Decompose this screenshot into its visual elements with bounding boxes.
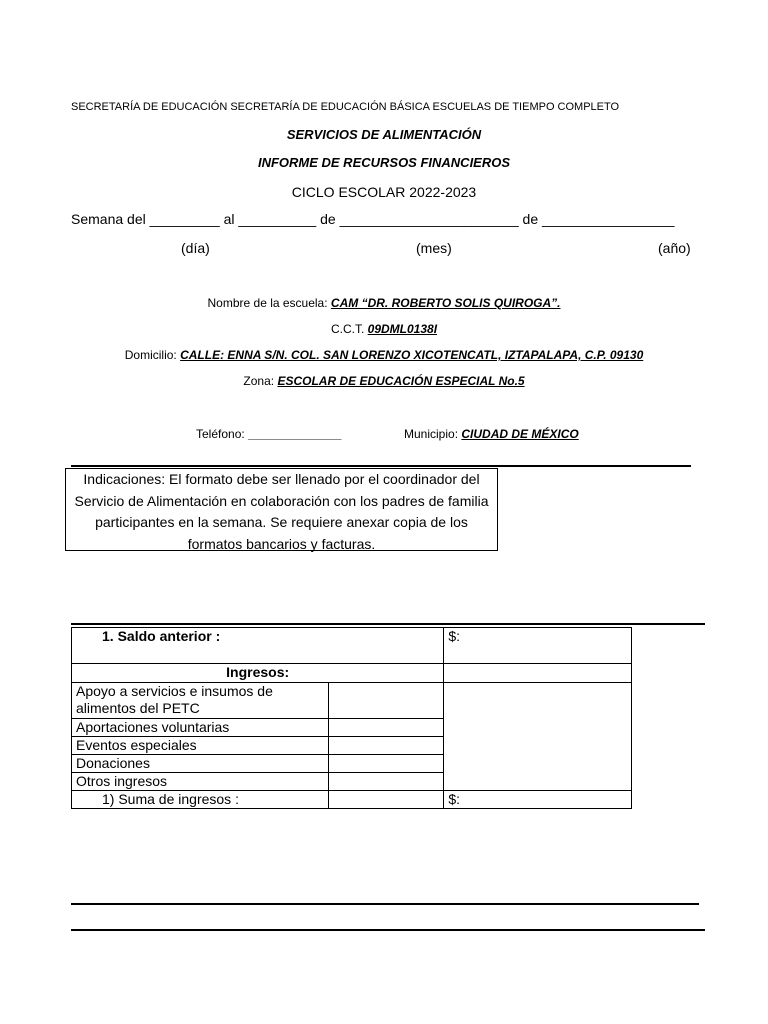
address-row (0, 348, 768, 362)
phone-label: Teléfono: (196, 427, 245, 441)
zone-label: Zona: (243, 374, 275, 388)
agency-header: SECRETARÍA DE EDUCACIÓN SECRETARÍA DE EDUCACIÓN BÁSICA ESCUELAS DE TIEMPO COMPLETO (71, 101, 620, 113)
income-sum-row (72, 791, 632, 809)
income-item-label: Aportaciones voluntarias (72, 719, 329, 737)
cct-row (0, 322, 768, 336)
municipality-value: CIUDAD DE MÉXICO (461, 427, 579, 441)
income-sum-amount[interactable]: $: (444, 791, 632, 809)
document-title: SERVICIOS DE ALIMENTACIÓN (286, 127, 482, 142)
income-header-blank (444, 664, 632, 683)
table-row (72, 683, 632, 719)
income-item-label: Otros ingresos (72, 773, 329, 791)
prev-balance-amount[interactable]: $: (444, 628, 632, 664)
income-item-label: Eventos especiales (72, 737, 329, 755)
income-item-amount[interactable] (328, 737, 444, 755)
month-label: (mes) (416, 240, 452, 256)
school-name-value: CAM “DR. ROBERTO SOLIS QUIROGA”. (330, 296, 561, 310)
income-item-amount[interactable] (328, 755, 444, 773)
phone-row (196, 427, 341, 441)
cct-label: C.C.T. (330, 322, 365, 336)
footer-line-2 (71, 929, 705, 931)
municipality-row (404, 427, 579, 441)
income-item-label: Donaciones (72, 755, 329, 773)
footer-line-1 (71, 903, 699, 905)
income-item-amount[interactable] (328, 719, 444, 737)
school-name-label: Nombre de la escuela: (207, 296, 328, 310)
income-item-label: Apoyo a servicios e insumos de alimentos del PETC (72, 683, 329, 719)
week-line[interactable]: Semana del _________ al __________ de _______________________ de _________________ (71, 211, 675, 227)
address-value: CALLE: ENNA S/N. COL. SAN LORENZO XICOTENCATL, IZTAPALAPA, C.P. 09130 (180, 348, 644, 362)
income-item-amount[interactable] (328, 683, 444, 719)
document-subtitle: INFORME DE RECURSOS FINANCIEROS (257, 155, 511, 170)
income-header: Ingresos: (72, 664, 444, 683)
school-name-row (0, 296, 768, 310)
address-label: Domicilio: (124, 348, 177, 362)
income-sum-label: 1) Suma de ingresos : (72, 791, 329, 809)
income-item-amount[interactable] (328, 773, 444, 791)
section-separator (71, 623, 705, 625)
phone-field[interactable]: ______________ (248, 427, 342, 441)
income-header-row (72, 664, 632, 683)
day-label: (día) (181, 240, 210, 256)
prev-balance-row (72, 628, 632, 664)
prev-balance-label: 1. Saldo anterior : (72, 628, 444, 664)
school-cycle: CICLO ESCOLAR 2022-2023 (291, 184, 477, 200)
income-merged-cell (444, 683, 632, 791)
year-label: (año) (658, 240, 691, 256)
zone-value: ESCOLAR DE EDUCACIÓN ESPECIAL No.5 (277, 374, 525, 388)
finance-table (71, 627, 632, 809)
income-sum-blank (328, 791, 444, 809)
cct-value: 09DML0138I (367, 322, 438, 336)
zone-row (0, 374, 768, 388)
municipality-label: Municipio: (404, 427, 459, 441)
separator-line (71, 465, 691, 467)
indications-box: Indicaciones: El formato debe ser llenado por el coordinador del Servicio de Alimentación en colaboración con los padres de familia participantes en la semana. Se requiere anexar copia de los formatos bancarios y facturas. (65, 468, 498, 551)
